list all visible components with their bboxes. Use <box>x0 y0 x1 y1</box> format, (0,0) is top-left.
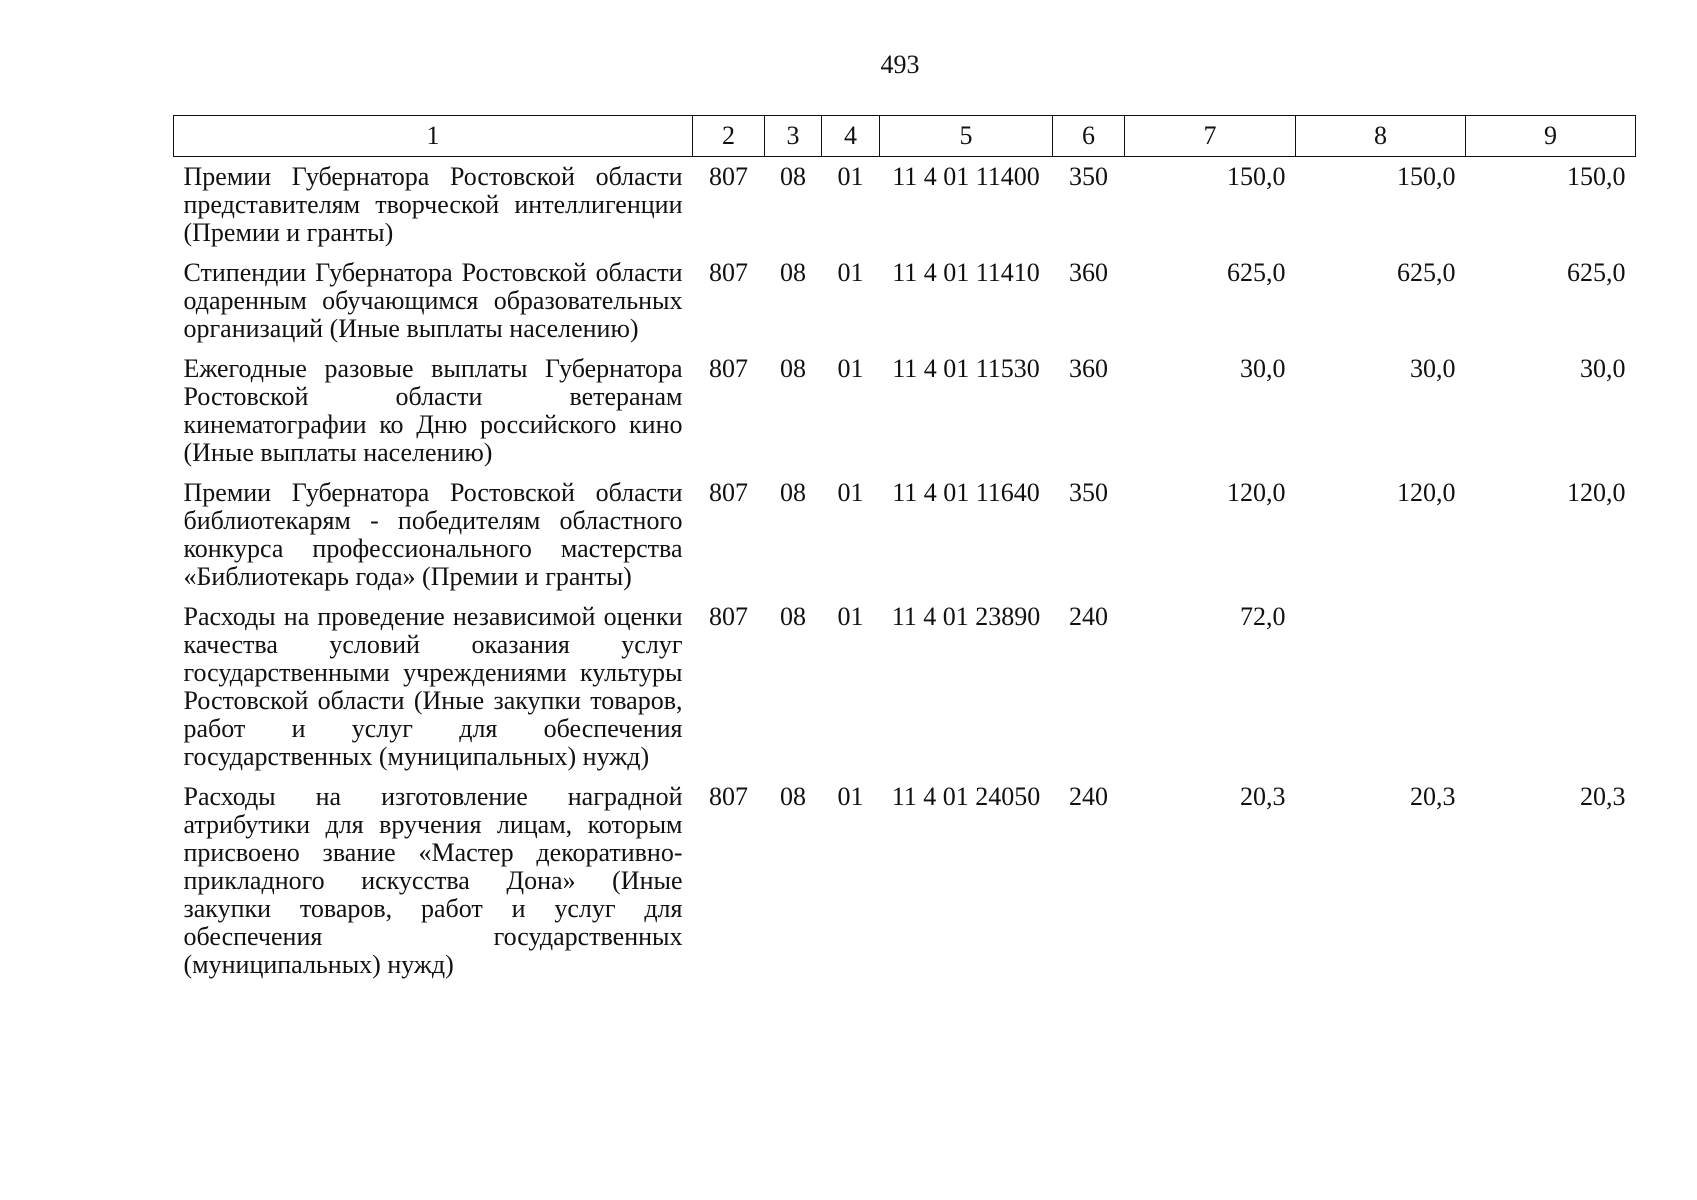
row-col5: 11 4 01 11400 <box>892 162 1040 191</box>
row-col4: 01 <box>837 258 864 287</box>
row-col3: 08 <box>780 258 806 287</box>
table-row <box>174 779 1636 987</box>
row-col4: 01 <box>837 478 864 507</box>
row-col4: 01 <box>837 782 864 811</box>
row-col9: 20,3 <box>1580 782 1626 811</box>
header-cell-4: 4 <box>822 116 880 157</box>
table-row <box>174 157 1636 256</box>
header-cell-3: 3 <box>765 116 822 157</box>
row-col4: 01 <box>837 602 864 631</box>
row-col9: 150,0 <box>1567 162 1626 191</box>
row-col3: 08 <box>780 478 806 507</box>
row-description: Стипендии Губернатора Ростовской области одаренным обучающимся образовательных организаций (Иные выплаты населению) <box>183 258 683 343</box>
row-col7: 120,0 <box>1227 478 1286 507</box>
row-col8: 150,0 <box>1397 162 1456 191</box>
row-col5: 11 4 01 11410 <box>892 258 1040 287</box>
row-description: Премии Губернатора Ростовской области библиотекарям - победителям областного конкурса профессионального мастерства «Библиотекарь года» (Премии и гранты) <box>183 478 683 591</box>
row-col2: 807 <box>709 602 748 631</box>
row-col2: 807 <box>709 478 748 507</box>
row-col4: 01 <box>837 162 864 191</box>
row-description: Ежегодные разовые выплаты Губернатора Ростовской области ветеранам кинематографии ко Дню российского кино (Иные выплаты населению) <box>183 354 683 467</box>
row-col2: 807 <box>709 162 748 191</box>
row-col8: 120,0 <box>1397 478 1456 507</box>
row-col6: 350 <box>1069 478 1108 507</box>
row-col7: 72,0 <box>1240 602 1286 631</box>
table-row <box>174 599 1636 779</box>
table-header <box>174 116 1636 157</box>
row-col9: 30,0 <box>1580 354 1626 383</box>
row-col3: 08 <box>780 602 806 631</box>
row-description: Расходы на изготовление наградной атрибутики для вручения лицам, которым присвоено звание «Мастер декоративно-прикладного искусства Дона» (Иные закупки товаров, работ и услуг для обеспечения государственных (муниципальных) нужд) <box>183 782 683 979</box>
row-col6: 350 <box>1069 162 1108 191</box>
row-col6: 360 <box>1069 354 1108 383</box>
header-cell-2: 2 <box>693 116 765 157</box>
table-body <box>174 157 1636 988</box>
row-col3: 08 <box>780 162 806 191</box>
row-col9: 120,0 <box>1567 478 1626 507</box>
row-col7: 30,0 <box>1240 354 1286 383</box>
row-col5: 11 4 01 24050 <box>891 782 1041 811</box>
table-row <box>174 351 1636 475</box>
header-cell-5: 5 <box>880 116 1053 157</box>
row-col8 <box>1296 599 1466 779</box>
page-number: 493 <box>880 50 920 79</box>
table-row <box>174 475 1636 599</box>
header-cell-6: 6 <box>1053 116 1125 157</box>
row-col8: 625,0 <box>1397 258 1456 287</box>
row-description: Премии Губернатора Ростовской области представителям творческой интеллигенции (Премии и гранты) <box>183 162 683 247</box>
row-col3: 08 <box>780 782 806 811</box>
row-col9: 625,0 <box>1567 258 1626 287</box>
row-col6: 240 <box>1069 602 1108 631</box>
header-cell-7: 7 <box>1125 116 1296 157</box>
row-col8: 30,0 <box>1410 354 1456 383</box>
row-col8: 20,3 <box>1410 782 1456 811</box>
row-col5: 11 4 01 23890 <box>891 602 1041 631</box>
row-col4: 01 <box>837 354 864 383</box>
row-col6: 240 <box>1069 782 1108 811</box>
row-col7: 150,0 <box>1227 162 1286 191</box>
table-row <box>174 255 1636 351</box>
row-col3: 08 <box>780 354 806 383</box>
header-cell-9: 9 <box>1466 116 1636 157</box>
row-col2: 807 <box>709 354 748 383</box>
budget-table <box>173 115 1636 987</box>
header-row <box>174 116 1636 157</box>
row-col2: 807 <box>709 258 748 287</box>
row-col2: 807 <box>709 782 748 811</box>
header-cell-8: 8 <box>1296 116 1466 157</box>
row-col6: 360 <box>1069 258 1108 287</box>
row-col5: 11 4 01 11530 <box>892 354 1040 383</box>
row-col9 <box>1466 599 1636 779</box>
header-cell-1: 1 <box>174 116 693 157</box>
row-col7: 20,3 <box>1240 782 1286 811</box>
row-description: Расходы на проведение независимой оценки качества условий оказания услуг государственными учреждениями культуры Ростовской области (Иные закупки товаров, работ и услуг для обеспечения государственных (муниципальных) нужд) <box>183 602 683 771</box>
row-col7: 625,0 <box>1227 258 1286 287</box>
row-col5: 11 4 01 11640 <box>892 478 1040 507</box>
